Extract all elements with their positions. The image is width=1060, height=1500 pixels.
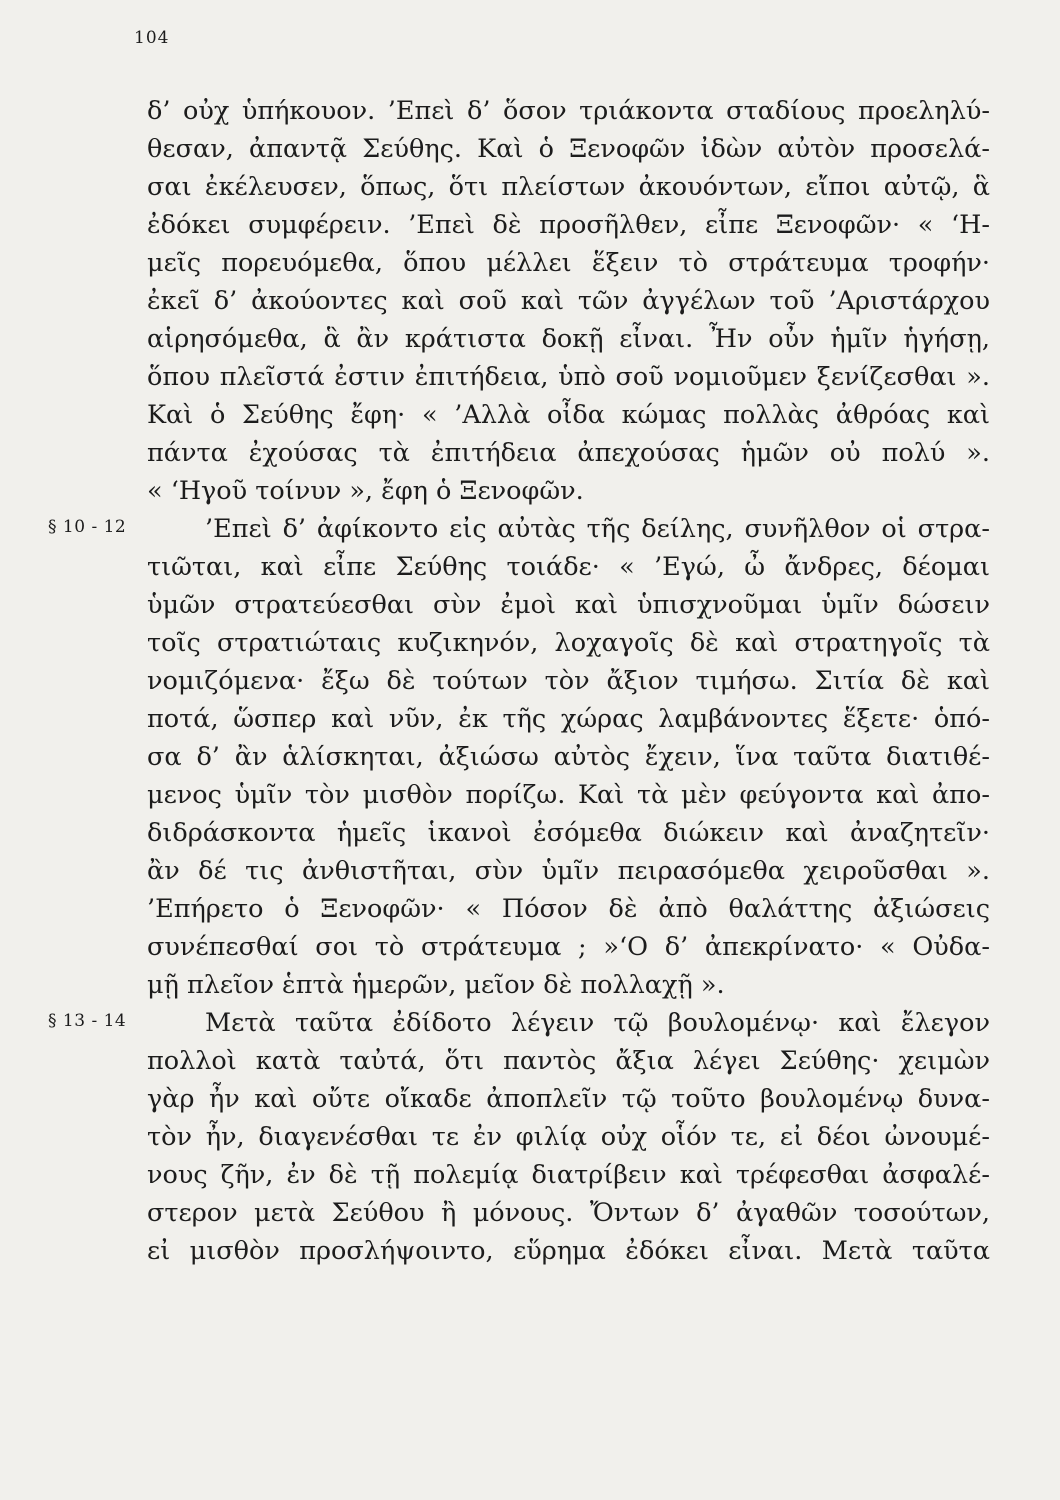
text-line: νομιζόμενα· ἔξω δὲ τούτων τὸν ἄξιον τιμήσω. Σιτία δὲ καὶ [147,666,990,696]
text-line: στερον μετὰ Σεύθου ἢ μόνους. Ὄντων δ’ ἀγαθῶν τοσούτων, [147,1198,990,1228]
text-line: ὅπου πλεῖστά ἐστιν ἐπιτήδεια, ὑπὸ σοῦ νομιοῦμεν ξενίζεσθαι ». [147,362,990,392]
text-line: πολλοὶ κατὰ ταὐτά, ὅτι παντὸς ἄξια λέγει Σεύθης· χειμὼν [147,1046,990,1076]
text-line: γὰρ ἦν καὶ οὔτε οἴκαδε ἀποπλεῖν τῷ τοῦτο βουλομένῳ δυνα- [147,1084,990,1114]
text-line: Μετὰ ταῦτα ἐδίδοτο λέγειν τῷ βουλομένῳ· καὶ ἔλεγον [205,1008,990,1038]
text-line: τοῖς στρατιώταις κυζικηνόν, λοχαγοῖς δὲ καὶ στρατηγοῖς τὰ [147,628,990,658]
text-line: Καὶ ὁ Σεύθης ἔφη· « ’Αλλὰ οἶδα κώμας πολλὰς ἀθρόας καὶ [147,400,990,430]
text-line: ἂν δέ τις ἀνθιστῆται, σὺν ὑμῖν πειρασόμεθα χειροῦσθαι ». [147,856,990,886]
page-number: 104 [134,28,170,48]
section-note: § 10 - 12 [48,517,127,537]
text-line: αἱρησόμεθα, ἃ ἂν κράτιστα δοκῇ εἶναι. Ἦν οὖν ἡμῖν ἡγήσῃ, [147,324,990,354]
text-line: συνέπεσθαί σοι τὸ στράτευμα ; »‘Ο δ’ ἀπεκρίνατο· « Οὐδα- [147,932,990,962]
text-line: ὑμῶν στρατεύεσθαι σὺν ἐμοὶ καὶ ὑπισχνοῦμαι ὑμῖν δώσειν [147,590,990,620]
text-line: θεσαν, ἀπαντᾷ Σεύθης. Καὶ ὁ Ξενοφῶν ἰδὼν αὐτὸν προσελά- [147,134,990,164]
text-line: νους ζῆν, ἐν δὲ τῇ πολεμίᾳ διατρίβειν καὶ τρέφεσθαι ἀσφαλέ- [147,1160,990,1190]
text-line: μεῖς πορευόμεθα, ὅπου μέλλει ἕξειν τὸ στράτευμα τροφήν· [147,248,990,278]
text-line: « ‘Ηγοῦ τοίνυν », ἔφη ὁ Ξενοφῶν. [147,476,584,506]
text-line: σα δ’ ἂν ἁλίσκηται, ἀξιώσω αὐτὸς ἔχειν, ἵνα ταῦτα διατιθέ- [147,742,990,772]
text-line: μενος ὑμῖν τὸν μισθὸν πορίζω. Καὶ τὰ μὲν φεύγοντα καὶ ἀπο- [147,780,990,810]
text-line: ’Επήρετο ὁ Ξενοφῶν· « Πόσον δὲ ἀπὸ θαλάττης ἀξιώσεις [147,894,990,924]
text-line: τιῶται, καὶ εἶπε Σεύθης τοιάδε· « ’Εγώ, ὦ ἄνδρες, δέομαι [147,552,990,582]
text-line: ἐκεῖ δ’ ἀκούοντες καὶ σοῦ καὶ τῶν ἀγγέλων τοῦ ’Αριστάρχου [147,286,990,316]
text-line: πάντα ἐχούσας τὰ ἐπιτήδεια ἀπεχούσας ἡμῶν οὐ πολύ ». [147,438,990,468]
text-line: διδράσκοντα ἡμεῖς ἱκανοὶ ἐσόμεθα διώκειν καὶ ἀναζητεῖν· [147,818,990,848]
text-line: εἰ μισθὸν προσλήψοιντο, εὕρημα ἐδόκει εἶναι. Μετὰ ταῦτα [147,1236,990,1266]
text-line: τὸν ἦν, διαγενέσθαι τε ἐν φιλίᾳ οὐχ οἷόν τε, εἰ δέοι ὠνουμέ- [147,1122,990,1152]
text-line: ποτά, ὥσπερ καὶ νῦν, ἐκ τῆς χώρας λαμβάνοντες ἕξετε· ὁπό- [147,704,990,734]
text-line: ’Επεὶ δ’ ἀφίκοντο εἰς αὐτὰς τῆς δείλης, συνῆλθον οἱ στρα- [205,514,990,544]
text-line: ἐδόκει συμφέρειν. ’Επεὶ δὲ προσῆλθεν, εἶπε Ξενοφῶν· « ‘Η- [147,210,990,240]
text-line: σαι ἐκέλευσεν, ὅπως, ὅτι πλείστων ἀκουόντων, εἴποι αὐτῷ, ἃ [147,172,990,202]
text-line: μῇ πλεῖον ἑπτὰ ἡμερῶν, μεῖον δὲ πολλαχῇ ». [147,970,725,1000]
section-note: § 13 - 14 [48,1011,127,1031]
text-line: δ’ οὐχ ὑπήκουον. ’Επεὶ δ’ ὅσον τριάκοντα σταδίους προεληλύ- [147,96,990,126]
